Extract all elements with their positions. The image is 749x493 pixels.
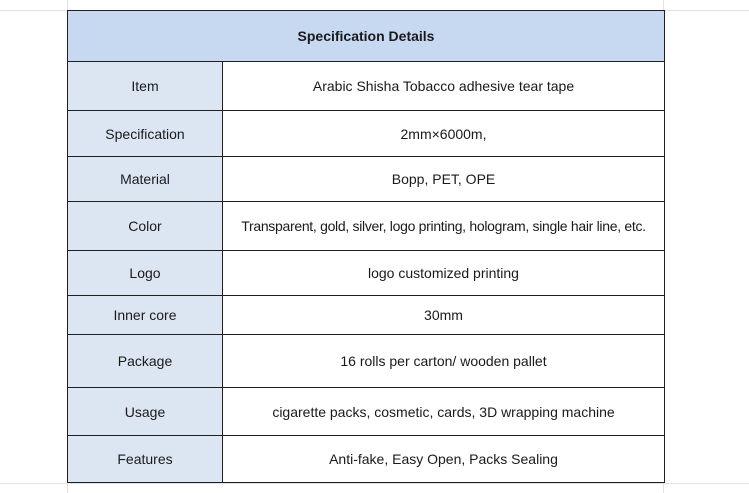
row-value-specification: 2mm×6000m, [223,111,665,157]
row-value-features: Anti-fake, Easy Open, Packs Sealing [223,436,665,483]
gridline-bottom [0,483,749,484]
row-value-package: 16 rolls per carton/ wooden pallet [223,335,665,388]
specification-table [67,10,665,483]
table-row [68,62,665,111]
row-label-item: Item [68,62,223,111]
table-row [68,251,665,296]
row-label-specification: Specification [68,111,223,157]
table-row [68,436,665,483]
row-label-material: Material [68,157,223,202]
table-header-row [68,11,665,62]
table-row [68,388,665,436]
row-label-usage: Usage [68,388,223,436]
row-value-inner-core: 30mm [223,296,665,335]
row-label-package: Package [68,335,223,388]
row-label-logo: Logo [68,251,223,296]
table-row [68,157,665,202]
table-row [68,111,665,157]
row-label-color: Color [68,202,223,251]
row-value-material: Bopp, PET, OPE [223,157,665,202]
row-label-inner-core: Inner core [68,296,223,335]
row-label-features: Features [68,436,223,483]
row-value-usage: cigarette packs, cosmetic, cards, 3D wrapping machine [223,388,665,436]
table-row [68,335,665,388]
table-row [68,296,665,335]
table-row [68,202,665,251]
row-value-item: Arabic Shisha Tobacco adhesive tear tape [223,62,665,111]
row-value-color: Transparent, gold, silver, logo printing, hologram, single hair line, etc. [223,202,665,251]
row-value-logo: logo customized printing [223,251,665,296]
table-title: Specification Details [68,11,665,62]
